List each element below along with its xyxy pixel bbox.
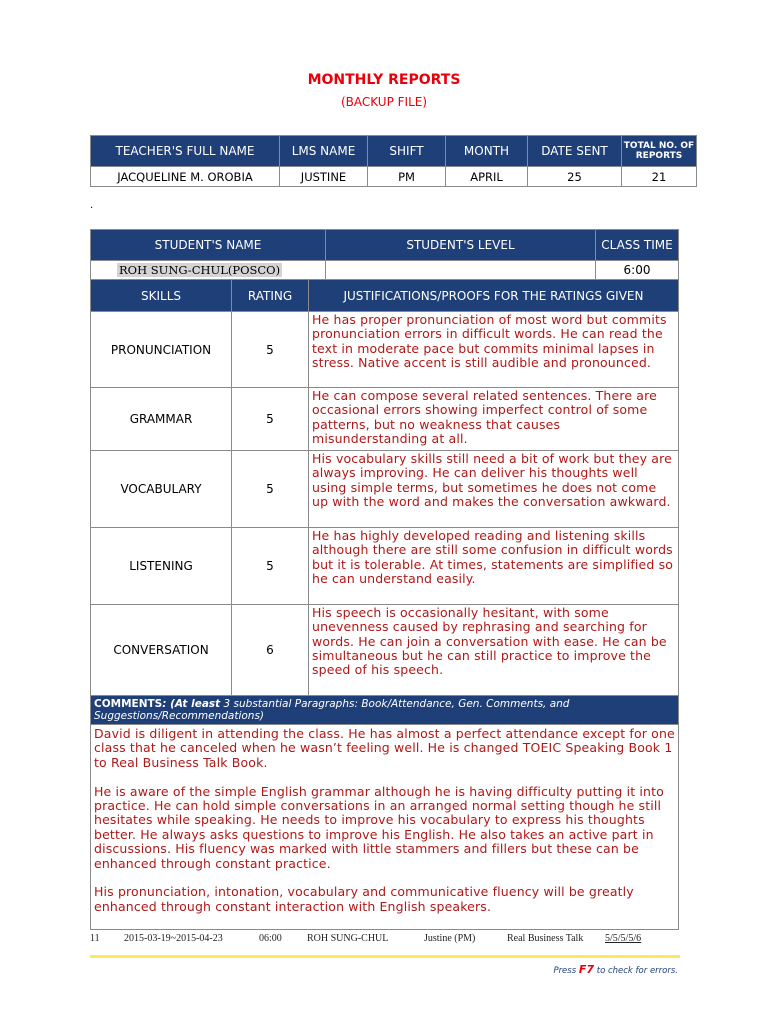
col-total-reports: TOTAL NO. OF REPORTS [622,136,697,167]
skill-rating: 5 [232,312,309,388]
teacher-info-table [90,135,697,187]
col-student-name: STUDENT'S NAME [91,230,326,261]
skill-row [91,388,679,451]
col-student-level: STUDENT'S LEVEL [326,230,596,261]
footer-book: Real Business Talk [507,933,584,944]
shift-value: PM [368,167,446,187]
student-name-text: ROH SUNG-CHUL(POSCO) [119,263,281,277]
class-time-value: 6:00 [596,261,679,280]
comments-body [91,725,679,930]
col-lms-name: LMS NAME [280,136,368,167]
spellcheck-hint [480,963,678,976]
skill-name: LISTENING [91,528,232,605]
skill-rating: 5 [232,528,309,605]
student-report-table [90,229,679,930]
date-sent-value: 25 [528,167,622,187]
skill-justification: He has highly developed reading and listening skills although there are still some confusion in difficult words but it is tolerable. At times, statements are simplified so he can understand easily. [309,528,679,605]
f7-key-label: F7 [578,963,595,976]
footer-divider [90,955,680,958]
col-justifications: JUSTIFICATIONS/PROOFS FOR THE RATINGS GIVEN [309,280,679,312]
lms-name-value: JUSTINE [280,167,368,187]
skill-justification: He has proper pronunciation of most word but commits pronunciation errors in difficult words. He can read the text in moderate pace but commits minimal lapses in stress. Native accent is still audible and pronounced. [309,312,679,388]
skill-justification: His speech is occasionally hesitant, with some unevenness caused by rephrasing and searching for words. He can join a conversation with ease. He can be simultaneous but he can still practice to improve the speed of his speech. [309,605,679,696]
report-subtitle: (BACKUP FILE) [340,95,428,109]
comment-paragraph: He is aware of the simple English grammar although he is having difficulty putting it into practice. He can hold simple conversations in an arranged normal setting though he still hesitates while speaking. He needs to improve his vocabulary to express his thoughts better. He always asks questions to improve his English. He also takes an active part in discussions. His fluency was marked with little stammers and fillers but these can be enhanced through constant practice. [94,783,664,871]
skill-name: CONVERSATION [91,605,232,696]
teacher-name-value: JACQUELINE M. OROBIA [91,167,280,187]
skill-row [91,528,679,605]
month-value: APRIL [446,167,528,187]
comment-paragraph: His pronunciation, intonation, vocabulary and communicative fluency will be greatly enhanced through constant interaction with English speakers. [94,884,634,914]
col-teacher-name: TEACHER'S FULL NAME [91,136,280,167]
footer-teacher: Justine (PM) [424,933,476,944]
student-level-value [326,261,596,280]
footer-student: ROH SUNG-CHUL [307,933,389,944]
comments-header [91,696,679,725]
skill-justification: His vocabulary skills still need a bit of work but they are always improving. He can deliver his thoughts well using simple terms, but sometimes he does not come up with the word and makes the conversation awkward. [309,451,679,528]
skill-row [91,451,679,528]
press-suffix: to check for errors. [594,966,678,976]
skill-rating: 5 [232,388,309,451]
skill-justification: He can compose several related sentences. There are occasional errors showing imperfect control of some patterns, but no weakness that causes misunderstanding at all. [309,388,679,451]
footer-scores: 5/5/5/5/6 [605,933,642,944]
comments-label: COMMENTS [94,698,163,710]
col-skills: SKILLS [91,280,232,312]
footer-number: 11 [90,933,100,944]
skill-rating: 5 [232,451,309,528]
press-prefix: Press [553,966,579,976]
skill-name: VOCABULARY [91,451,232,528]
col-rating: RATING [232,280,309,312]
col-date-sent: DATE SENT [528,136,622,167]
comments-at-least: : (At least [162,698,221,710]
comment-paragraph: David is diligent in attending the class. He has almost a perfect attendance except for one class that he canceled when he wasn’t feeling well. He is changed TOEIC Speaking Book 1 to Real Business Talk Book. [94,726,675,770]
student-name-value [91,261,326,280]
footer-dates: 2015-03-19~2015-04-23 [124,933,223,944]
col-month: MONTH [446,136,528,167]
col-class-time: CLASS TIME [596,230,679,261]
report-title: MONTHLY REPORTS [307,72,461,88]
footer-time: 06:00 [259,933,282,944]
col-shift: SHIFT [368,136,446,167]
total-reports-value: 21 [622,167,697,187]
comments-instruction: 3 substantial Paragraphs: Book/Attendance, Gen. Comments, and Suggestions/Recommendations) [94,698,570,722]
skill-rating: 6 [232,605,309,696]
skill-name: GRAMMAR [91,388,232,451]
separator-dot: . [90,200,94,211]
skill-row [91,312,679,388]
skill-name: PRONUNCIATION [91,312,232,388]
skill-row [91,605,679,696]
